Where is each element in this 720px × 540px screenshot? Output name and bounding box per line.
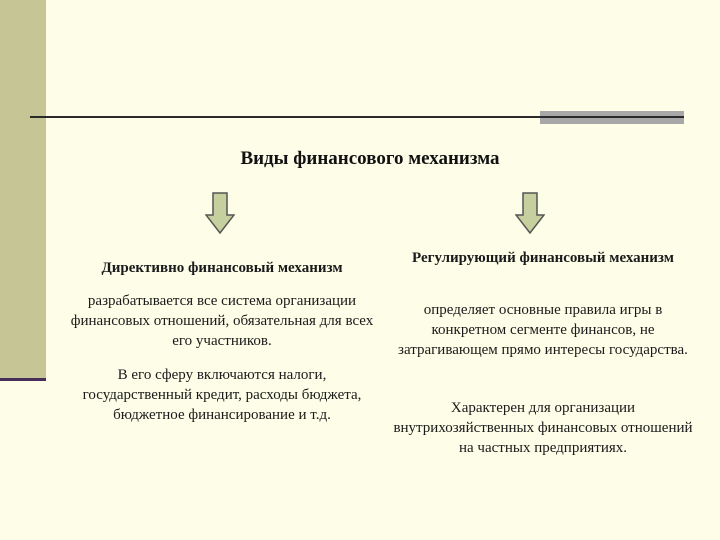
top-divider-line xyxy=(30,116,540,118)
left-decorative-bar xyxy=(0,0,46,378)
directive-mechanism-scope: В его сферу включаются налоги, государственный кредит, расходы бюджета, бюджетное финансирование и т.д. xyxy=(82,367,362,423)
regulating-mechanism-scope: Характерен для организации внутрихозяйственных финансовых отношений на частных предприятиях. xyxy=(393,400,693,456)
directive-mechanism-description: разрабатывается все система организации финансовых отношений, обязательная для всех его участников. xyxy=(70,293,374,349)
directive-mechanism-heading: Директивно финансовый механизм xyxy=(101,260,343,276)
top-accent-block xyxy=(540,111,684,124)
slide-title: Виды финансового механизма xyxy=(240,148,500,169)
down-arrow-icon xyxy=(205,192,235,234)
left-bar-divider xyxy=(0,378,46,381)
regulating-mechanism-description: определяет основные правила игры в конкретном сегменте финансов, не затрагивающем прямо интересы государства. xyxy=(398,302,688,358)
down-arrow-icon xyxy=(515,192,545,234)
regulating-mechanism-heading: Регулирующий финансовый механизм xyxy=(412,250,674,266)
